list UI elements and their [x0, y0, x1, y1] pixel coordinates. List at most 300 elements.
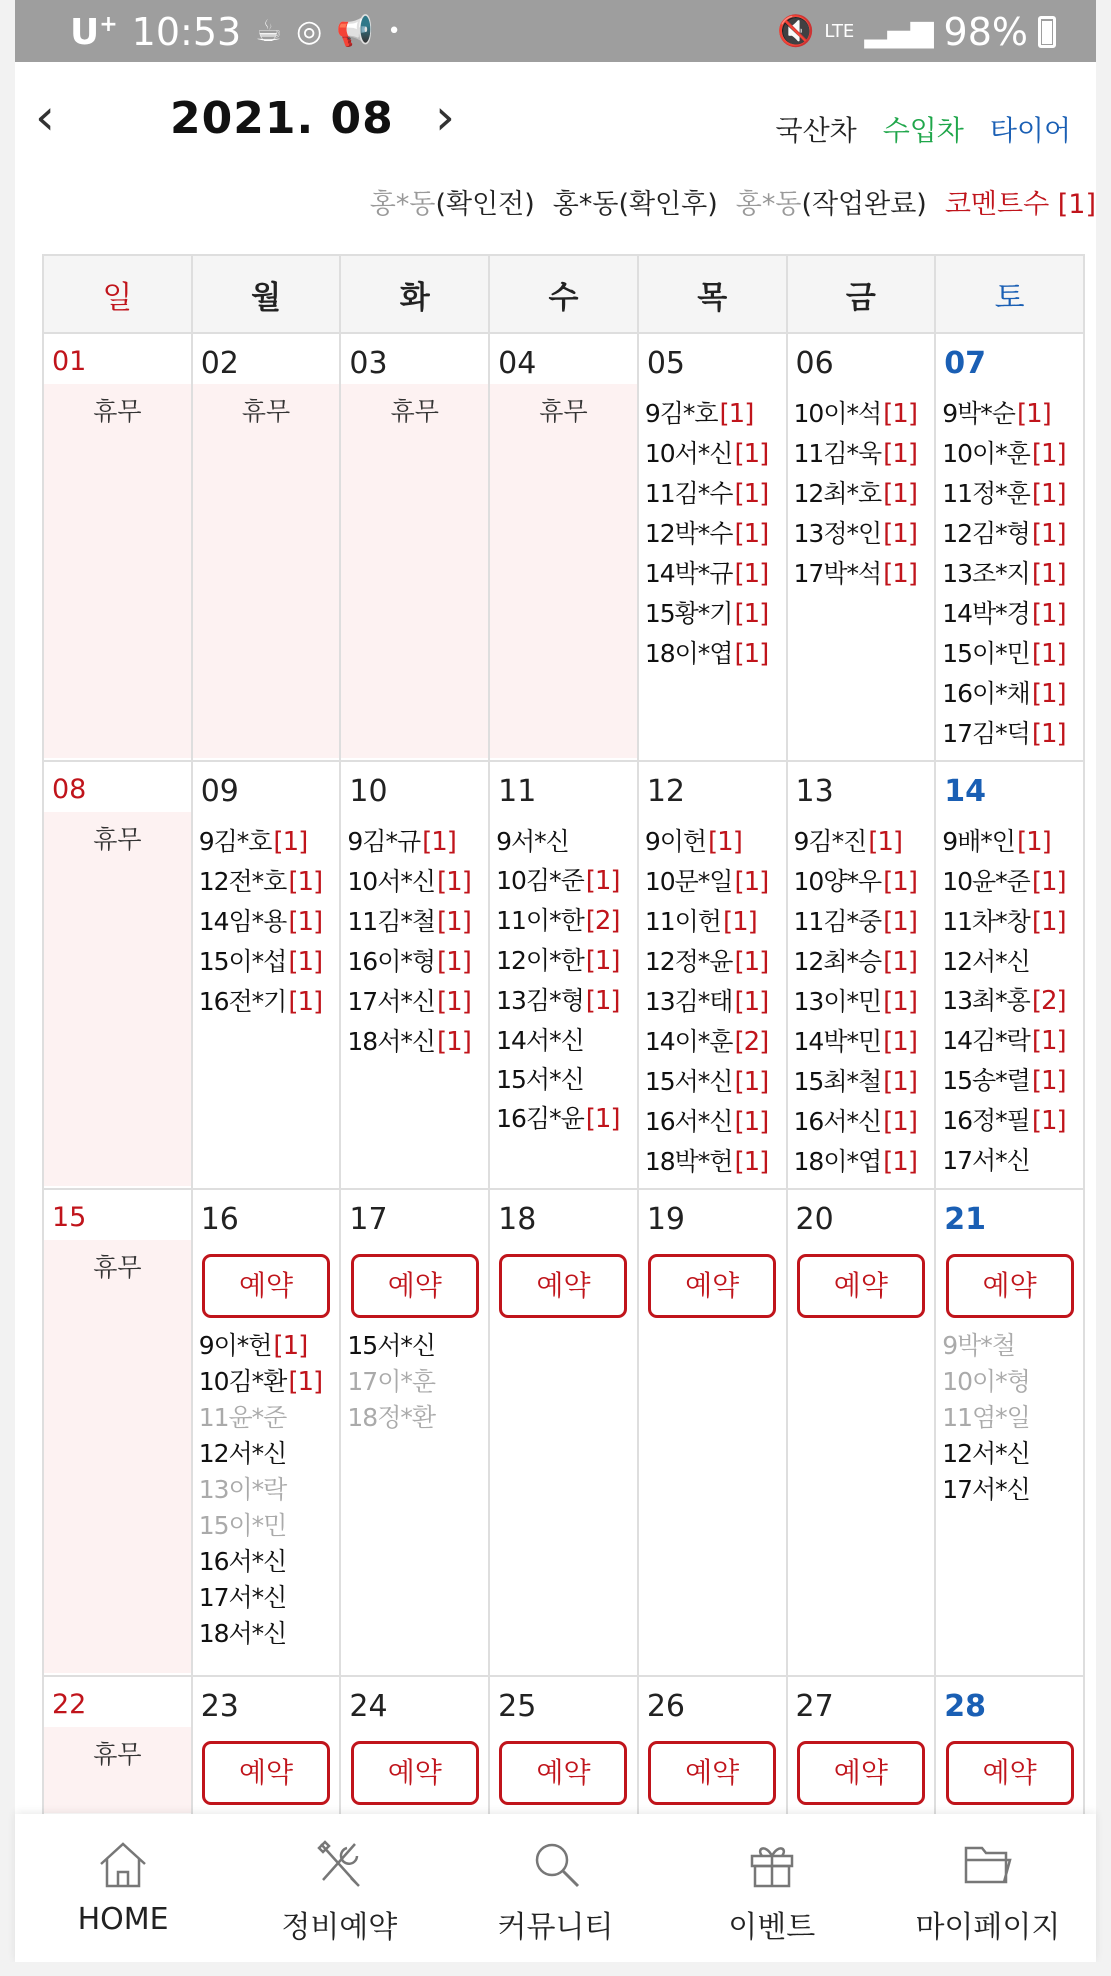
- reservation-name: 18서*신: [198, 1619, 287, 1648]
- book-button[interactable]: 예약: [797, 1741, 925, 1805]
- reservation-item[interactable]: [645, 982, 786, 1022]
- reservation-item[interactable]: [794, 1142, 935, 1182]
- reservation-item[interactable]: [942, 822, 1083, 862]
- reservation-name: 11윤*준: [198, 1403, 287, 1432]
- reservation-item[interactable]: [199, 1580, 340, 1616]
- calendar-day-cell: [489, 761, 638, 1189]
- comment-count: [1]: [437, 947, 471, 977]
- calendar-day-cell[interactable]: [638, 1676, 787, 1816]
- weekday-header: [43, 255, 1084, 333]
- comment-count: [1]: [883, 907, 917, 937]
- reservation-item[interactable]: [199, 1472, 340, 1508]
- reservation-name: 17박*석: [793, 559, 882, 588]
- reservation-name: 16김*윤: [496, 1104, 584, 1133]
- calendar-day-cell[interactable]: [192, 1676, 341, 1816]
- comment-count: [1]: [883, 1147, 917, 1177]
- comment-count: [1]: [1031, 1066, 1066, 1096]
- weekday-4: 목: [638, 255, 787, 333]
- day-number: 18: [498, 1202, 537, 1237]
- day-number: 13: [795, 774, 834, 809]
- signal-icon: ▂▄▆: [864, 14, 934, 49]
- reservation-name: 17이*훈: [347, 1367, 436, 1396]
- reservation-name: 13최*홍: [942, 986, 1030, 1015]
- day-off-label: 휴무: [341, 384, 488, 434]
- day-number: 22: [52, 1689, 87, 1720]
- reservation-name: 12서*신: [942, 947, 1030, 976]
- system-nav-strip: [0, 1962, 1111, 1976]
- legend-after: 홍*동(확인후): [552, 189, 718, 220]
- book-button[interactable]: 예약: [499, 1741, 627, 1805]
- reservation-name: 9배*인: [942, 827, 1015, 856]
- comment-count: [1]: [585, 866, 620, 896]
- day-number: 04: [498, 346, 537, 381]
- reservation-name: 10이*석: [793, 399, 882, 428]
- reservation-name: 13정*인: [793, 519, 882, 548]
- reservation-item[interactable]: [199, 942, 340, 982]
- reservation-name: 11이헌: [644, 907, 721, 936]
- reservation-item[interactable]: [347, 982, 488, 1022]
- calendar-day-cell[interactable]: [935, 1189, 1084, 1676]
- reservation-item[interactable]: [496, 901, 637, 941]
- reservation-name: 13이*민: [793, 987, 882, 1016]
- book-button[interactable]: 예약: [946, 1254, 1074, 1318]
- day-number: 06: [795, 346, 834, 381]
- day-off-label: 휴무: [193, 384, 340, 434]
- reservation-name: 10이*형: [942, 1367, 1030, 1396]
- reservation-name: 10문*일: [644, 867, 733, 896]
- reservation-name: 15서*신: [644, 1067, 733, 1096]
- status-legend: [370, 182, 1096, 221]
- reservation-item[interactable]: [942, 1328, 1083, 1364]
- comment-count: [1]: [883, 519, 917, 549]
- book-button[interactable]: 예약: [648, 1741, 776, 1805]
- reservation-name: 9김*호: [644, 399, 718, 428]
- next-month-button[interactable]: ›: [435, 88, 455, 146]
- reservation-item[interactable]: [645, 1062, 786, 1102]
- reservation-item[interactable]: [347, 1022, 488, 1062]
- calendar-day-cell[interactable]: [340, 1676, 489, 1816]
- day-off-fill: [44, 434, 191, 758]
- reservation-name: 11김*욱: [793, 439, 882, 468]
- calendar-day-cell: [43, 761, 192, 1189]
- weekday-5: 금: [787, 255, 936, 333]
- comment-count: [1]: [1031, 559, 1066, 589]
- reservation-item[interactable]: [794, 982, 935, 1022]
- comment-count: [1]: [883, 947, 917, 977]
- reservation-item[interactable]: [942, 634, 1083, 674]
- weekday-1: 월: [192, 255, 341, 333]
- reservation-list: [490, 812, 637, 1139]
- reservation-list: [936, 812, 1083, 1180]
- comment-count: [1]: [734, 559, 769, 589]
- weekday-0: 일: [43, 255, 192, 333]
- calendar-day-cell: [935, 761, 1084, 1189]
- tab-imported[interactable]: 수입차: [882, 114, 964, 147]
- book-button[interactable]: 예약: [351, 1254, 479, 1318]
- comment-count: [1]: [288, 1367, 323, 1397]
- reservation-name: 13조*지: [942, 559, 1030, 588]
- calendar-grid: [42, 254, 1085, 1817]
- day-number: 25: [498, 1689, 537, 1724]
- reservation-item[interactable]: [942, 1472, 1083, 1508]
- reservation-item[interactable]: [199, 1508, 340, 1544]
- day-number: 03: [349, 346, 388, 381]
- day-number: 10: [349, 774, 388, 809]
- comment-count: [1]: [868, 827, 903, 857]
- reservation-item[interactable]: [199, 1400, 340, 1436]
- day-number: 20: [795, 1202, 834, 1237]
- comment-count: [1]: [734, 1147, 769, 1177]
- reservation-item[interactable]: [942, 434, 1083, 474]
- day-number: 11: [498, 774, 537, 809]
- reservation-item[interactable]: [199, 1616, 340, 1652]
- reservation-list: [936, 1318, 1083, 1508]
- reservation-item[interactable]: [645, 902, 786, 942]
- reservation-name: 10윤*준: [942, 867, 1030, 896]
- reservation-item[interactable]: [942, 1400, 1083, 1436]
- day-number: 05: [646, 346, 685, 381]
- reservation-name: 15황*기: [644, 599, 733, 628]
- calendar-day-cell: [935, 333, 1084, 761]
- reservation-name: 15이*민: [198, 1511, 287, 1540]
- reservation-item[interactable]: [942, 1364, 1083, 1400]
- reservation-item[interactable]: [794, 822, 935, 862]
- calendar-day-cell[interactable]: [192, 1189, 341, 1676]
- reservation-item[interactable]: [794, 394, 935, 434]
- comment-count: [1]: [422, 827, 456, 857]
- reservation-item[interactable]: [942, 981, 1083, 1021]
- month-nav: [15, 87, 1096, 157]
- comment-count: [1]: [734, 947, 769, 977]
- reservation-item[interactable]: [794, 862, 935, 902]
- reservation-item[interactable]: [942, 902, 1083, 942]
- calendar-day-cell: [340, 761, 489, 1189]
- prev-month-button[interactable]: ‹: [35, 88, 55, 146]
- reservation-item[interactable]: [199, 1544, 340, 1580]
- reservation-item[interactable]: [794, 1022, 935, 1062]
- calendar-day-cell: [787, 761, 936, 1189]
- instagram-icon: ◎: [296, 14, 323, 49]
- reservation-name: 12박*수: [644, 519, 733, 548]
- day-number: 24: [349, 1689, 388, 1724]
- reservation-name: 11염*일: [942, 1403, 1030, 1432]
- reservation-item[interactable]: [347, 1364, 488, 1400]
- comment-count: [1]: [1031, 1106, 1066, 1136]
- legend-before: 홍*동(확인전): [369, 189, 535, 220]
- reservation-name: 15최*철: [793, 1067, 882, 1096]
- reservation-item[interactable]: [942, 1061, 1083, 1101]
- calendar-week: [43, 333, 1084, 761]
- reservation-name: 15서*신: [496, 1065, 584, 1094]
- reservation-item[interactable]: [645, 594, 786, 634]
- reservation-name: 16정*필: [942, 1106, 1030, 1135]
- comment-count: [1]: [734, 867, 769, 897]
- calendar-day-cell: [192, 333, 341, 761]
- reservation-item[interactable]: [645, 1142, 786, 1182]
- calendar-day-cell: [43, 333, 192, 761]
- search-icon: [528, 1836, 584, 1892]
- reservation-item[interactable]: [942, 394, 1083, 434]
- reservation-item[interactable]: [645, 514, 786, 554]
- reservation-item[interactable]: [496, 981, 637, 1021]
- reservation-item[interactable]: [942, 862, 1083, 902]
- reservation-item[interactable]: [645, 554, 786, 594]
- home-icon: [95, 1836, 151, 1892]
- reservation-item[interactable]: [794, 514, 935, 554]
- reservation-name: 11김*수: [644, 479, 733, 508]
- reservation-item[interactable]: [942, 594, 1083, 634]
- nav-mypage[interactable]: 마이페이지: [880, 1814, 1096, 1962]
- reservation-name: 9김*호: [198, 827, 272, 856]
- day-number: 17: [349, 1202, 388, 1237]
- day-off-label: 휴무: [44, 1240, 191, 1290]
- reservation-name: 13이*락: [198, 1475, 287, 1504]
- reservation-name: 17서*신: [942, 1146, 1030, 1175]
- reservation-item[interactable]: [199, 862, 340, 902]
- reservation-item[interactable]: [942, 942, 1083, 981]
- reservation-name: 14임*용: [198, 907, 287, 936]
- day-number: 14: [944, 774, 986, 809]
- comment-count: [1]: [1031, 679, 1066, 709]
- reservation-name: 10양*우: [793, 867, 882, 896]
- calendar-day-cell[interactable]: [935, 1676, 1084, 1816]
- reservation-name: 17김*덕: [942, 719, 1030, 748]
- reservation-item[interactable]: [645, 474, 786, 514]
- reservation-name: 18정*환: [347, 1403, 436, 1432]
- reservation-name: 12정*윤: [644, 947, 733, 976]
- reservation-item[interactable]: [645, 634, 786, 674]
- reservation-name: 9박*철: [942, 1331, 1015, 1360]
- day-off-label: 휴무: [44, 1727, 191, 1777]
- calendar-day-cell[interactable]: [489, 1189, 638, 1676]
- book-button[interactable]: 예약: [202, 1254, 330, 1318]
- nav-maintenance[interactable]: 정비예약: [231, 1814, 447, 1962]
- reservation-item[interactable]: [645, 1102, 786, 1142]
- reservation-name: 12서*신: [942, 1439, 1030, 1468]
- reservation-name: 15서*신: [347, 1331, 436, 1360]
- comment-count: [2]: [1031, 986, 1066, 1016]
- tab-domestic[interactable]: 국산차: [775, 114, 857, 147]
- reservation-item[interactable]: [942, 514, 1083, 554]
- status-bar: [15, 0, 1096, 62]
- reservation-name: 16전*기: [198, 987, 287, 1016]
- reservation-item[interactable]: [496, 861, 637, 901]
- reservation-name: 16서*신: [644, 1107, 733, 1136]
- comment-count: [1]: [585, 1104, 620, 1134]
- reservation-name: 11김*중: [793, 907, 882, 936]
- calendar-day-cell[interactable]: [489, 1676, 638, 1816]
- reservation-item[interactable]: [199, 1436, 340, 1472]
- reservation-name: 17서*신: [942, 1475, 1030, 1504]
- comment-count: [1]: [722, 907, 757, 937]
- reservation-item[interactable]: [496, 1099, 637, 1139]
- book-button[interactable]: 예약: [499, 1254, 627, 1318]
- comment-count: [1]: [883, 559, 917, 589]
- book-button[interactable]: 예약: [797, 1254, 925, 1318]
- comment-count: [1]: [734, 439, 769, 469]
- nav-community[interactable]: 커뮤니티: [447, 1814, 663, 1962]
- reservation-item[interactable]: [199, 1328, 340, 1364]
- folder-icon: [960, 1836, 1016, 1892]
- comment-count: [1]: [734, 639, 769, 669]
- reservation-name: 9박*순: [942, 399, 1015, 428]
- reservation-item[interactable]: [645, 862, 786, 902]
- reservation-item[interactable]: [347, 942, 488, 982]
- reservation-item[interactable]: [794, 1102, 935, 1142]
- day-off-fill: [44, 1290, 191, 1673]
- weekday-3: 수: [489, 255, 638, 333]
- reservation-item[interactable]: [347, 862, 488, 902]
- comment-count: [1]: [883, 1027, 917, 1057]
- comment-count: [1]: [1031, 719, 1066, 749]
- day-number: 15: [52, 1202, 87, 1233]
- reservation-name: 15송*렬: [942, 1066, 1030, 1095]
- comment-count: [1]: [1031, 907, 1066, 937]
- reservation-item[interactable]: [794, 554, 935, 594]
- reservation-item[interactable]: [942, 474, 1083, 514]
- reservation-item[interactable]: [347, 902, 488, 942]
- battery-icon: [1038, 16, 1056, 48]
- comment-count: [1]: [288, 987, 323, 1017]
- reservation-item[interactable]: [199, 822, 340, 862]
- comment-count: [1]: [719, 399, 754, 429]
- comment-count: [1]: [883, 987, 917, 1017]
- comment-count: [1]: [437, 1027, 471, 1057]
- reservation-item[interactable]: [645, 822, 786, 862]
- reservation-name: 10서*신: [644, 439, 733, 468]
- day-number: 19: [646, 1202, 685, 1237]
- reservation-item[interactable]: [942, 714, 1083, 754]
- coffee-icon: ☕: [255, 14, 283, 49]
- reservation-item[interactable]: [794, 434, 935, 474]
- reservation-item[interactable]: [347, 1328, 488, 1364]
- reservation-item[interactable]: [942, 1021, 1083, 1061]
- reservation-item[interactable]: [496, 1021, 637, 1060]
- reservation-item[interactable]: [942, 1101, 1083, 1141]
- calendar-day-cell: [638, 761, 787, 1189]
- book-button[interactable]: 예약: [946, 1741, 1074, 1805]
- reservation-item[interactable]: [942, 674, 1083, 714]
- calendar-day-cell[interactable]: [638, 1189, 787, 1676]
- reservation-name: 14이*훈: [644, 1027, 733, 1056]
- day-off-label: 휴무: [44, 384, 191, 434]
- comment-count: [1]: [734, 1107, 769, 1137]
- reservation-name: 15이*민: [942, 639, 1030, 668]
- calendar-day-cell[interactable]: [787, 1676, 936, 1816]
- megaphone-icon: 📢: [336, 14, 374, 49]
- reservation-list: [193, 1318, 340, 1652]
- comment-count: [1]: [883, 399, 917, 429]
- reservation-item[interactable]: [794, 1062, 935, 1102]
- reservation-item[interactable]: [199, 902, 340, 942]
- comment-count: [1]: [1031, 519, 1066, 549]
- nav-home[interactable]: HOME: [15, 1814, 231, 1962]
- reservation-name: 17서*신: [198, 1583, 287, 1612]
- battery-percent: 98%: [943, 10, 1028, 54]
- reservation-list: [639, 384, 786, 674]
- reservation-name: 9김*규: [347, 827, 421, 856]
- comment-count: [1]: [1031, 439, 1066, 469]
- reservation-list: [639, 812, 786, 1182]
- reservation-name: 10서*신: [347, 867, 436, 896]
- day-number: 27: [795, 1689, 834, 1724]
- reservation-item[interactable]: [794, 474, 935, 514]
- calendar-day-cell[interactable]: [787, 1189, 936, 1676]
- day-number: 26: [646, 1689, 685, 1724]
- reservation-list: [936, 384, 1083, 754]
- reservation-item[interactable]: [645, 394, 786, 434]
- reservation-item[interactable]: [496, 822, 637, 861]
- comment-count: [1]: [585, 986, 620, 1016]
- calendar-day-cell[interactable]: [340, 1189, 489, 1676]
- day-number: 01: [52, 346, 87, 377]
- day-number: 21: [944, 1202, 986, 1237]
- reservation-name: 11이*한: [496, 906, 584, 935]
- comment-count: [1]: [437, 987, 471, 1017]
- mute-icon: 🔇: [777, 14, 815, 49]
- reservation-item[interactable]: [199, 1364, 340, 1400]
- reservation-item[interactable]: [942, 1436, 1083, 1472]
- reservation-name: 11김*철: [347, 907, 436, 936]
- book-button[interactable]: 예약: [648, 1254, 776, 1318]
- lte-icon: LTE: [824, 21, 855, 42]
- reservation-item[interactable]: [645, 1022, 786, 1062]
- reservation-item[interactable]: [496, 1060, 637, 1099]
- reservation-name: 16이*형: [347, 947, 436, 976]
- reservation-item[interactable]: [199, 982, 340, 1022]
- comment-count: [1]: [734, 1067, 769, 1097]
- calendar-day-cell: [43, 1189, 192, 1676]
- day-number: 23: [200, 1689, 239, 1724]
- day-number: 09: [200, 774, 239, 809]
- comment-count: [1]: [1031, 599, 1066, 629]
- comment-count: [1]: [273, 827, 308, 857]
- reservation-item[interactable]: [942, 554, 1083, 594]
- reservation-item[interactable]: [794, 902, 935, 942]
- nav-event[interactable]: 이벤트: [664, 1814, 880, 1962]
- reservation-item[interactable]: [942, 1141, 1083, 1180]
- reservation-name: 13김*형: [496, 986, 584, 1015]
- reservation-list: [788, 812, 935, 1182]
- comment-count: [1]: [437, 907, 471, 937]
- reservation-item[interactable]: [645, 942, 786, 982]
- reservation-name: 11정*훈: [942, 479, 1030, 508]
- day-number: 02: [200, 346, 239, 381]
- reservation-name: 12최*승: [793, 947, 882, 976]
- reservation-item[interactable]: [645, 434, 786, 474]
- reservation-name: 14김*락: [942, 1026, 1030, 1055]
- day-off-fill: [44, 862, 191, 1186]
- reservation-item[interactable]: [794, 942, 935, 982]
- reservation-item[interactable]: [496, 941, 637, 981]
- book-button[interactable]: 예약: [351, 1741, 479, 1805]
- tab-tire[interactable]: 타이어: [989, 114, 1071, 147]
- comment-count: [1]: [1016, 399, 1051, 429]
- calendar-day-cell: [638, 333, 787, 761]
- reservation-name: 16서*신: [793, 1107, 882, 1136]
- reservation-name: 16서*신: [198, 1547, 287, 1576]
- reservation-name: 10김*환: [198, 1367, 287, 1396]
- book-button[interactable]: 예약: [202, 1741, 330, 1805]
- calendar-day-cell: [489, 333, 638, 761]
- comment-count: [1]: [734, 479, 769, 509]
- reservation-item[interactable]: [347, 1400, 488, 1436]
- reservation-item[interactable]: [347, 822, 488, 862]
- reservation-name: 16이*채: [942, 679, 1030, 708]
- reservation-name: 12서*신: [198, 1439, 287, 1468]
- dot-icon: •: [387, 19, 401, 44]
- legend-done: 홍*동(작업완료): [735, 189, 927, 220]
